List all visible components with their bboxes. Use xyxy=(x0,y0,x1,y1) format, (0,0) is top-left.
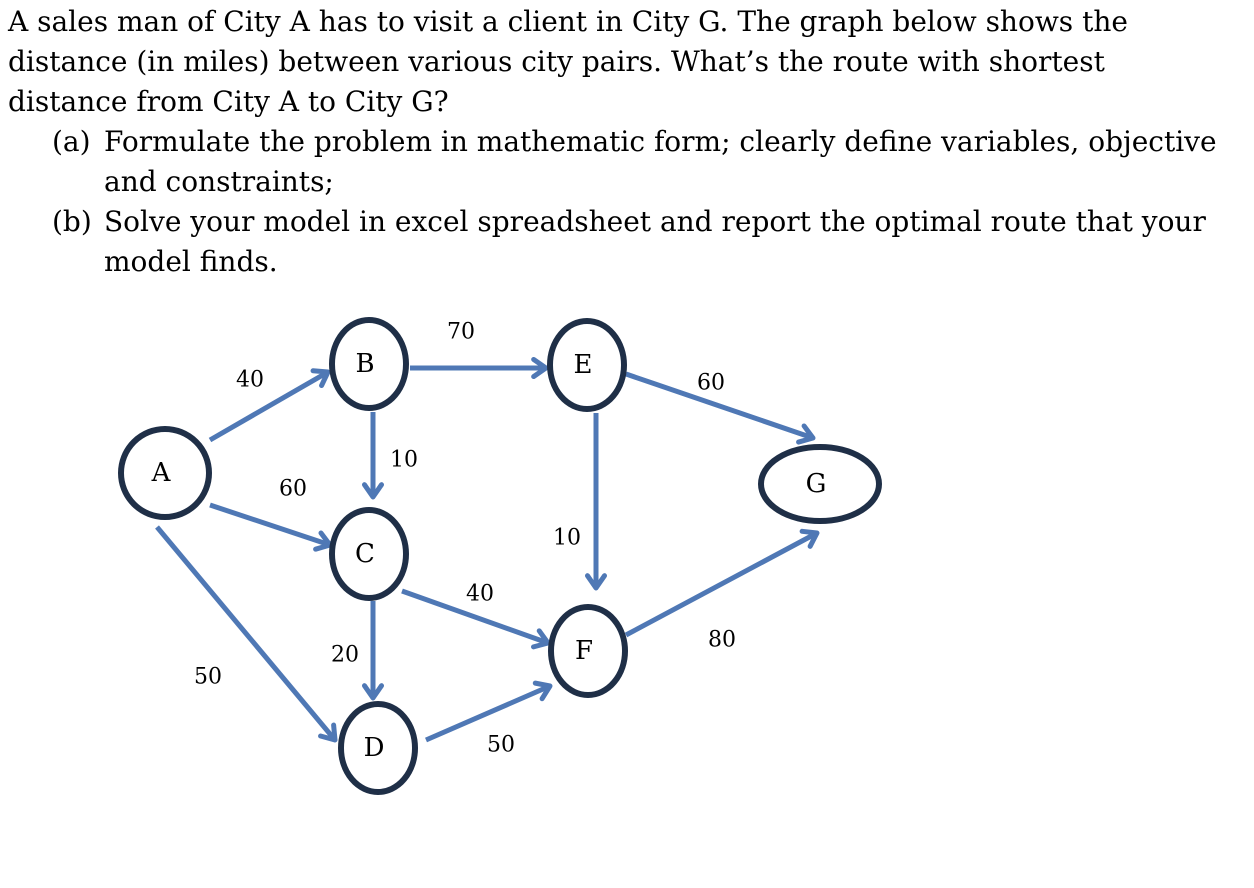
edge-distance-label: 50 xyxy=(487,732,515,758)
edge-b-e xyxy=(410,320,546,377)
edge-distance-label: 10 xyxy=(390,447,418,473)
graph-nodes xyxy=(121,320,879,792)
edge-distance-label: 60 xyxy=(279,476,307,502)
node-label: A xyxy=(151,458,171,488)
edge-line xyxy=(626,533,817,635)
edge-f-g xyxy=(626,531,817,652)
node-city-c xyxy=(332,510,406,598)
part-a-marker: (a) xyxy=(52,125,91,158)
edge-distance-label: 80 xyxy=(708,627,736,653)
node-label: B xyxy=(355,349,375,379)
node-city-b xyxy=(332,320,406,408)
edge-c-d xyxy=(331,601,382,698)
node-label: E xyxy=(573,350,593,380)
edge-line xyxy=(210,372,328,440)
edge-line xyxy=(210,505,330,545)
part-a-text: Formulate the problem in mathematic form; clearly define variables, objective and constraints; xyxy=(104,125,1217,198)
node-city-f xyxy=(551,607,625,695)
part-b-marker: (b) xyxy=(52,205,92,238)
edge-distance-label: 10 xyxy=(553,525,581,551)
edge-distance-label: 40 xyxy=(466,581,494,607)
node-label: D xyxy=(363,733,385,763)
edge-c-f xyxy=(402,582,548,647)
edge-distance-label: 40 xyxy=(236,367,264,393)
edge-distance-label: 50 xyxy=(194,664,222,690)
problem-intro: A sales man of City A has to visit a client in City G. The graph below shows the distance (in miles) between various city pairs. What’s the route with shortest distance from City A to City G? xyxy=(8,5,1128,118)
node-city-e xyxy=(550,321,624,409)
edge-d-f xyxy=(426,683,550,757)
node-city-d xyxy=(341,704,415,792)
edge-b-c xyxy=(364,412,418,497)
graph-edges xyxy=(157,320,817,758)
node-label: F xyxy=(574,636,594,666)
node-label: G xyxy=(805,469,827,499)
node-city-g xyxy=(761,447,879,521)
part-b-text: Solve your model in excel spreadsheet and report the optimal route that your model finds. xyxy=(104,205,1206,278)
edge-distance-label: 60 xyxy=(697,370,725,396)
edge-e-g xyxy=(626,371,813,443)
edge-a-b xyxy=(210,368,328,441)
edge-a-c xyxy=(210,477,330,550)
edge-distance-label: 70 xyxy=(447,319,475,345)
edge-a-d xyxy=(157,527,335,740)
node-city-a xyxy=(121,429,209,517)
node-label: C xyxy=(355,539,375,569)
edge-distance-label: 20 xyxy=(331,642,359,668)
edge-line xyxy=(157,527,335,740)
edge-e-f xyxy=(553,413,605,588)
